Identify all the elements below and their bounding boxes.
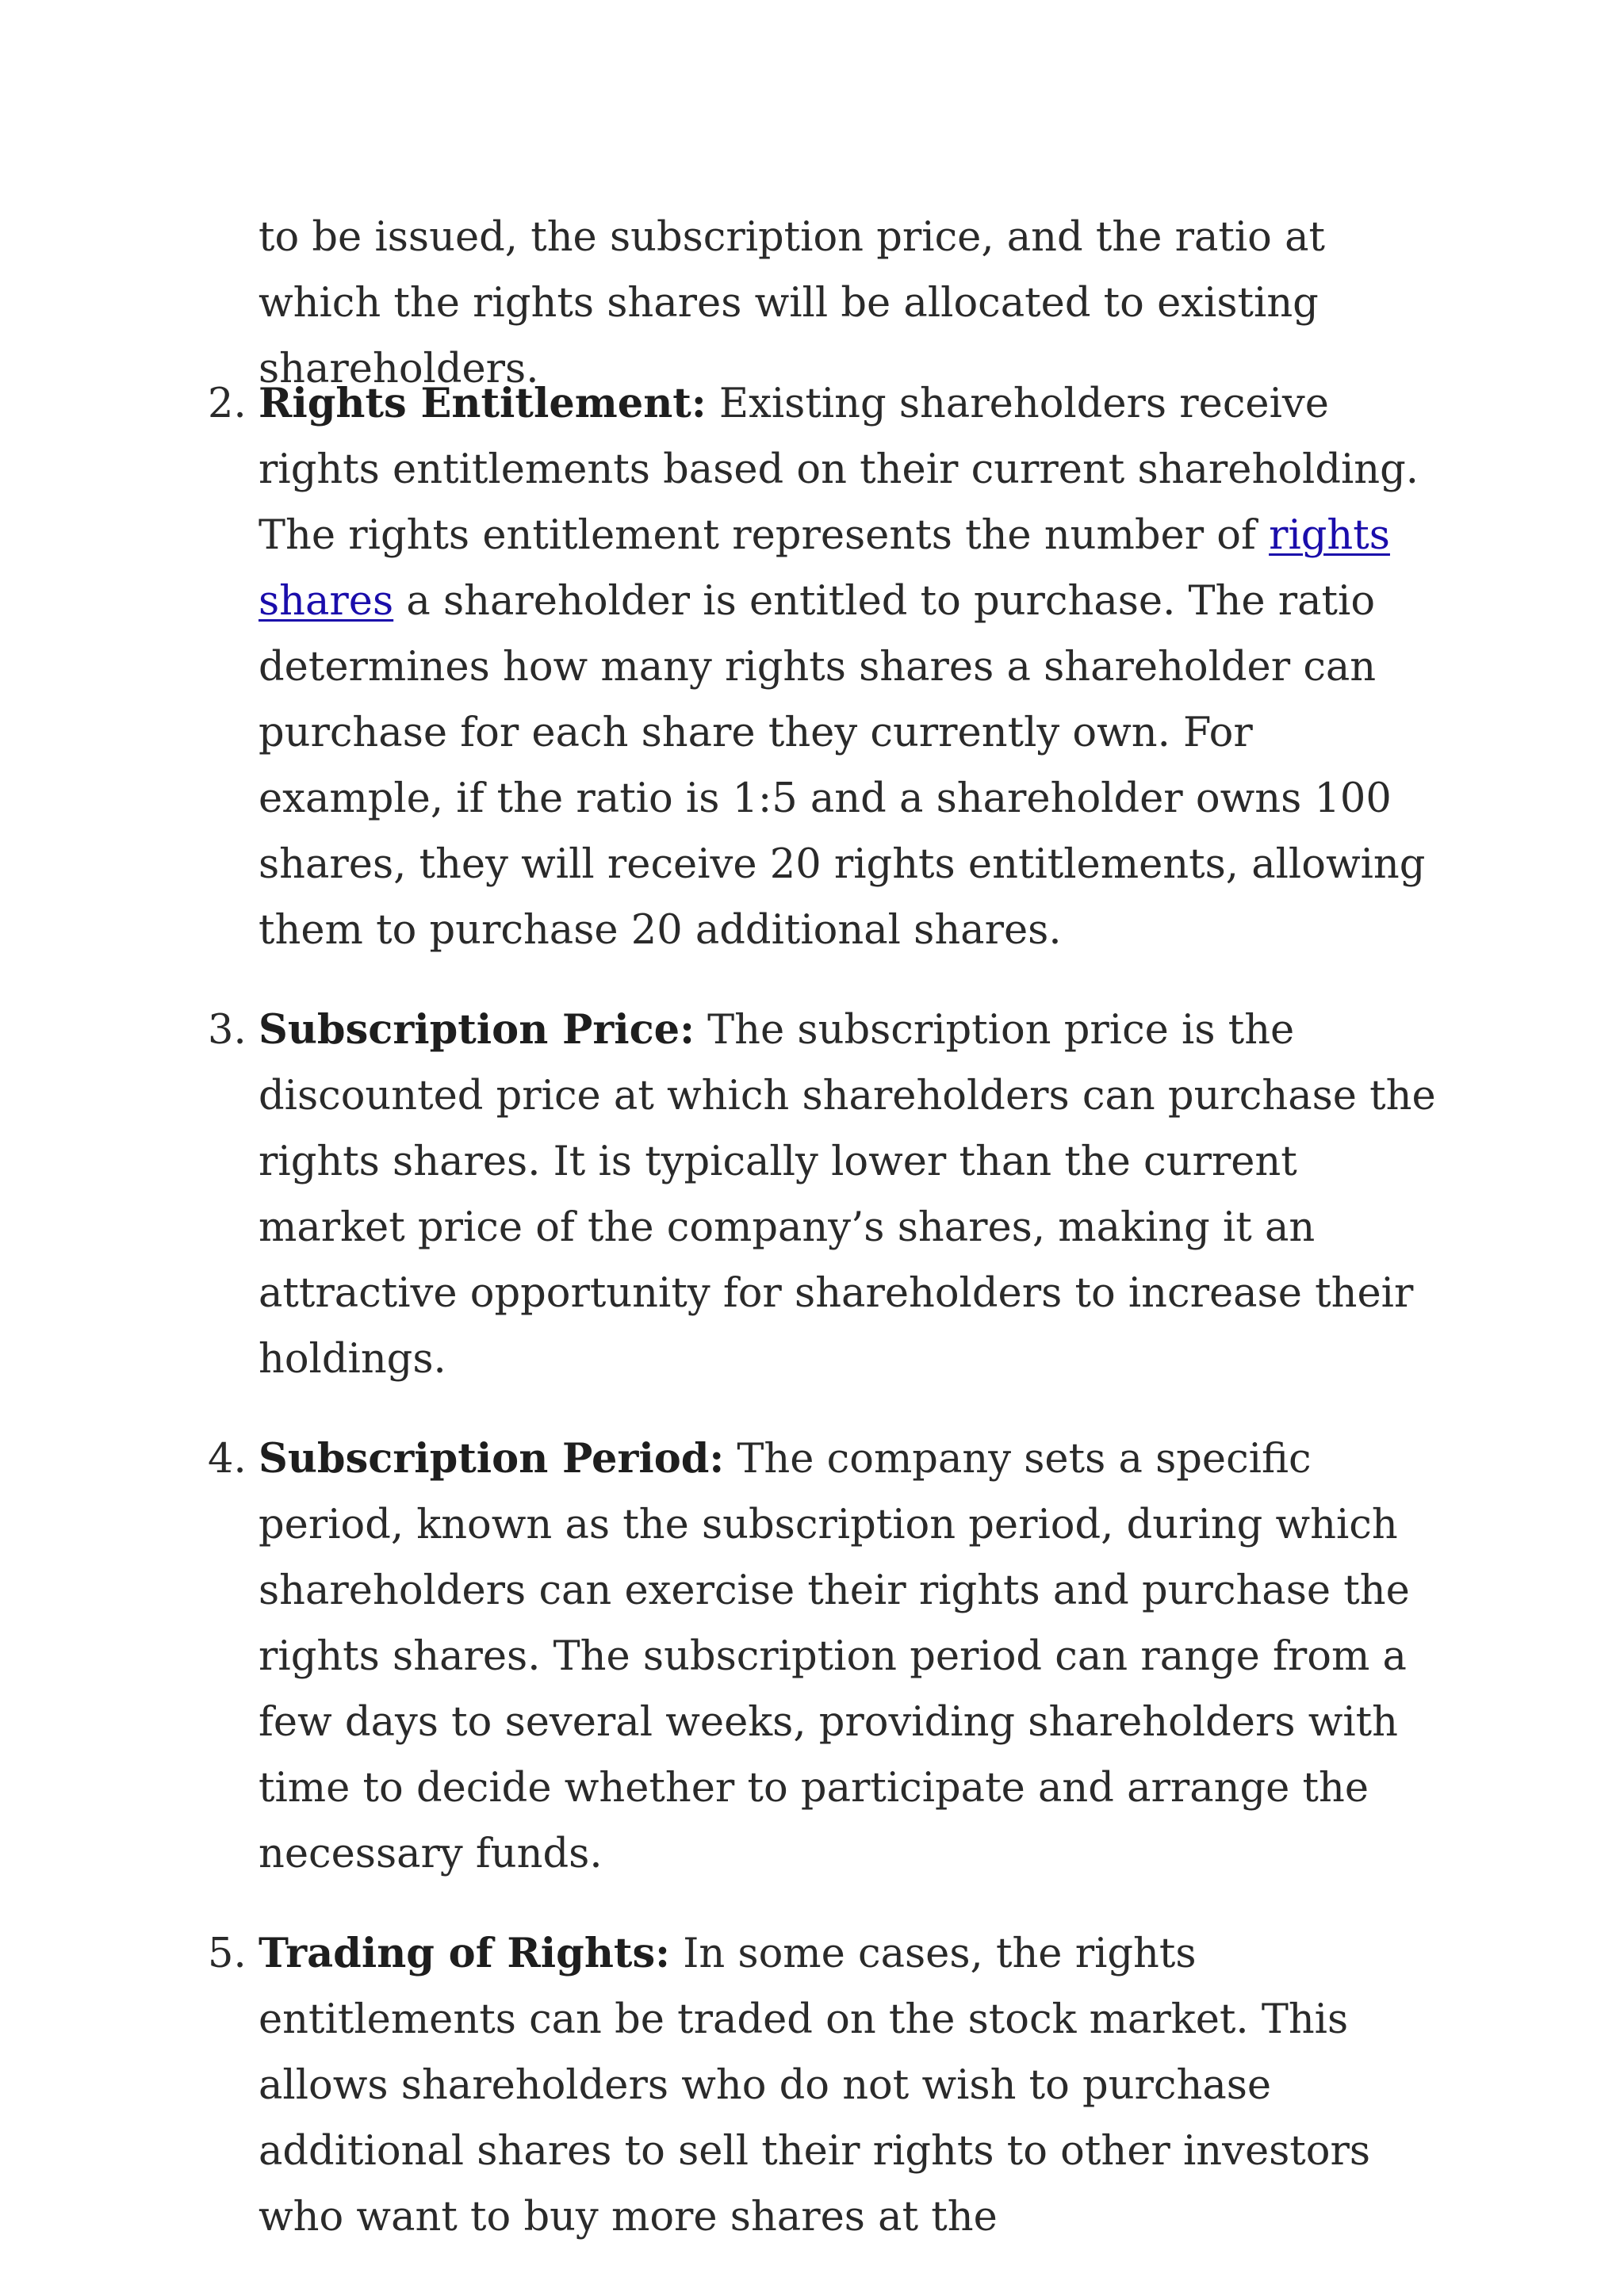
list-item-number: 4. <box>208 1436 247 1483</box>
list-item <box>208 997 1448 1392</box>
list-item-term: Trading of Rights: <box>259 1930 670 1977</box>
list-item-text: The subscription price is the discounted price at which shareholders can purchase the rights shares. It is typically lower than the current market price of the company’s shares, making it an attractive opportunity for shareholders to increase their holdings. <box>259 1007 1436 1383</box>
list-item-number: 2. <box>208 381 247 427</box>
rights-shares-link[interactable]: rights shares <box>259 512 1390 625</box>
list-item-text: The company sets a specific period, known as the subscription period, during which shareholders can exercise their rights and purchase the rights shares. The subscription period can range from a few days to several weeks, providing shareholders with time to decide whether to participate and arrange the necessary funds. <box>259 1436 1410 1877</box>
list-item <box>208 1426 1448 1887</box>
numbered-list <box>208 371 1448 2284</box>
list-item-text: Existing shareholders receive rights entitlements based on their current shareholding. The rights entitlement represents the number of <box>259 381 1419 559</box>
list-item-text: a shareholder is entitled to purchase. The ratio determines how many rights shares a shareholder can purchase for each share they currently own. For example, if the ratio is 1:5 and a shareholder owns 100 shares, they will receive 20 rights entitlements, allowing them to purchase 20 additional shares. <box>259 578 1426 954</box>
item-1-continuation: to be issued, the subscription price, and the ratio at which the rights shares will be allocated to existing shareholders. <box>259 214 1326 392</box>
list-item-number: 5. <box>208 1931 247 1977</box>
list-item-term: Rights Entitlement: <box>259 380 707 427</box>
list-item-term: Subscription Price: <box>259 1006 695 1054</box>
list-item-term: Subscription Period: <box>259 1435 725 1483</box>
list-item <box>208 1921 1448 2250</box>
list-item-number: 3. <box>208 1007 247 1054</box>
list-item <box>208 371 1448 963</box>
list-item-text: In some cases, the rights entitlements can be traded on the stock market. This allows shareholders who do not wish to purchase additional shares to sell their rights to other investors who want to buy more shares at the <box>259 1931 1371 2241</box>
